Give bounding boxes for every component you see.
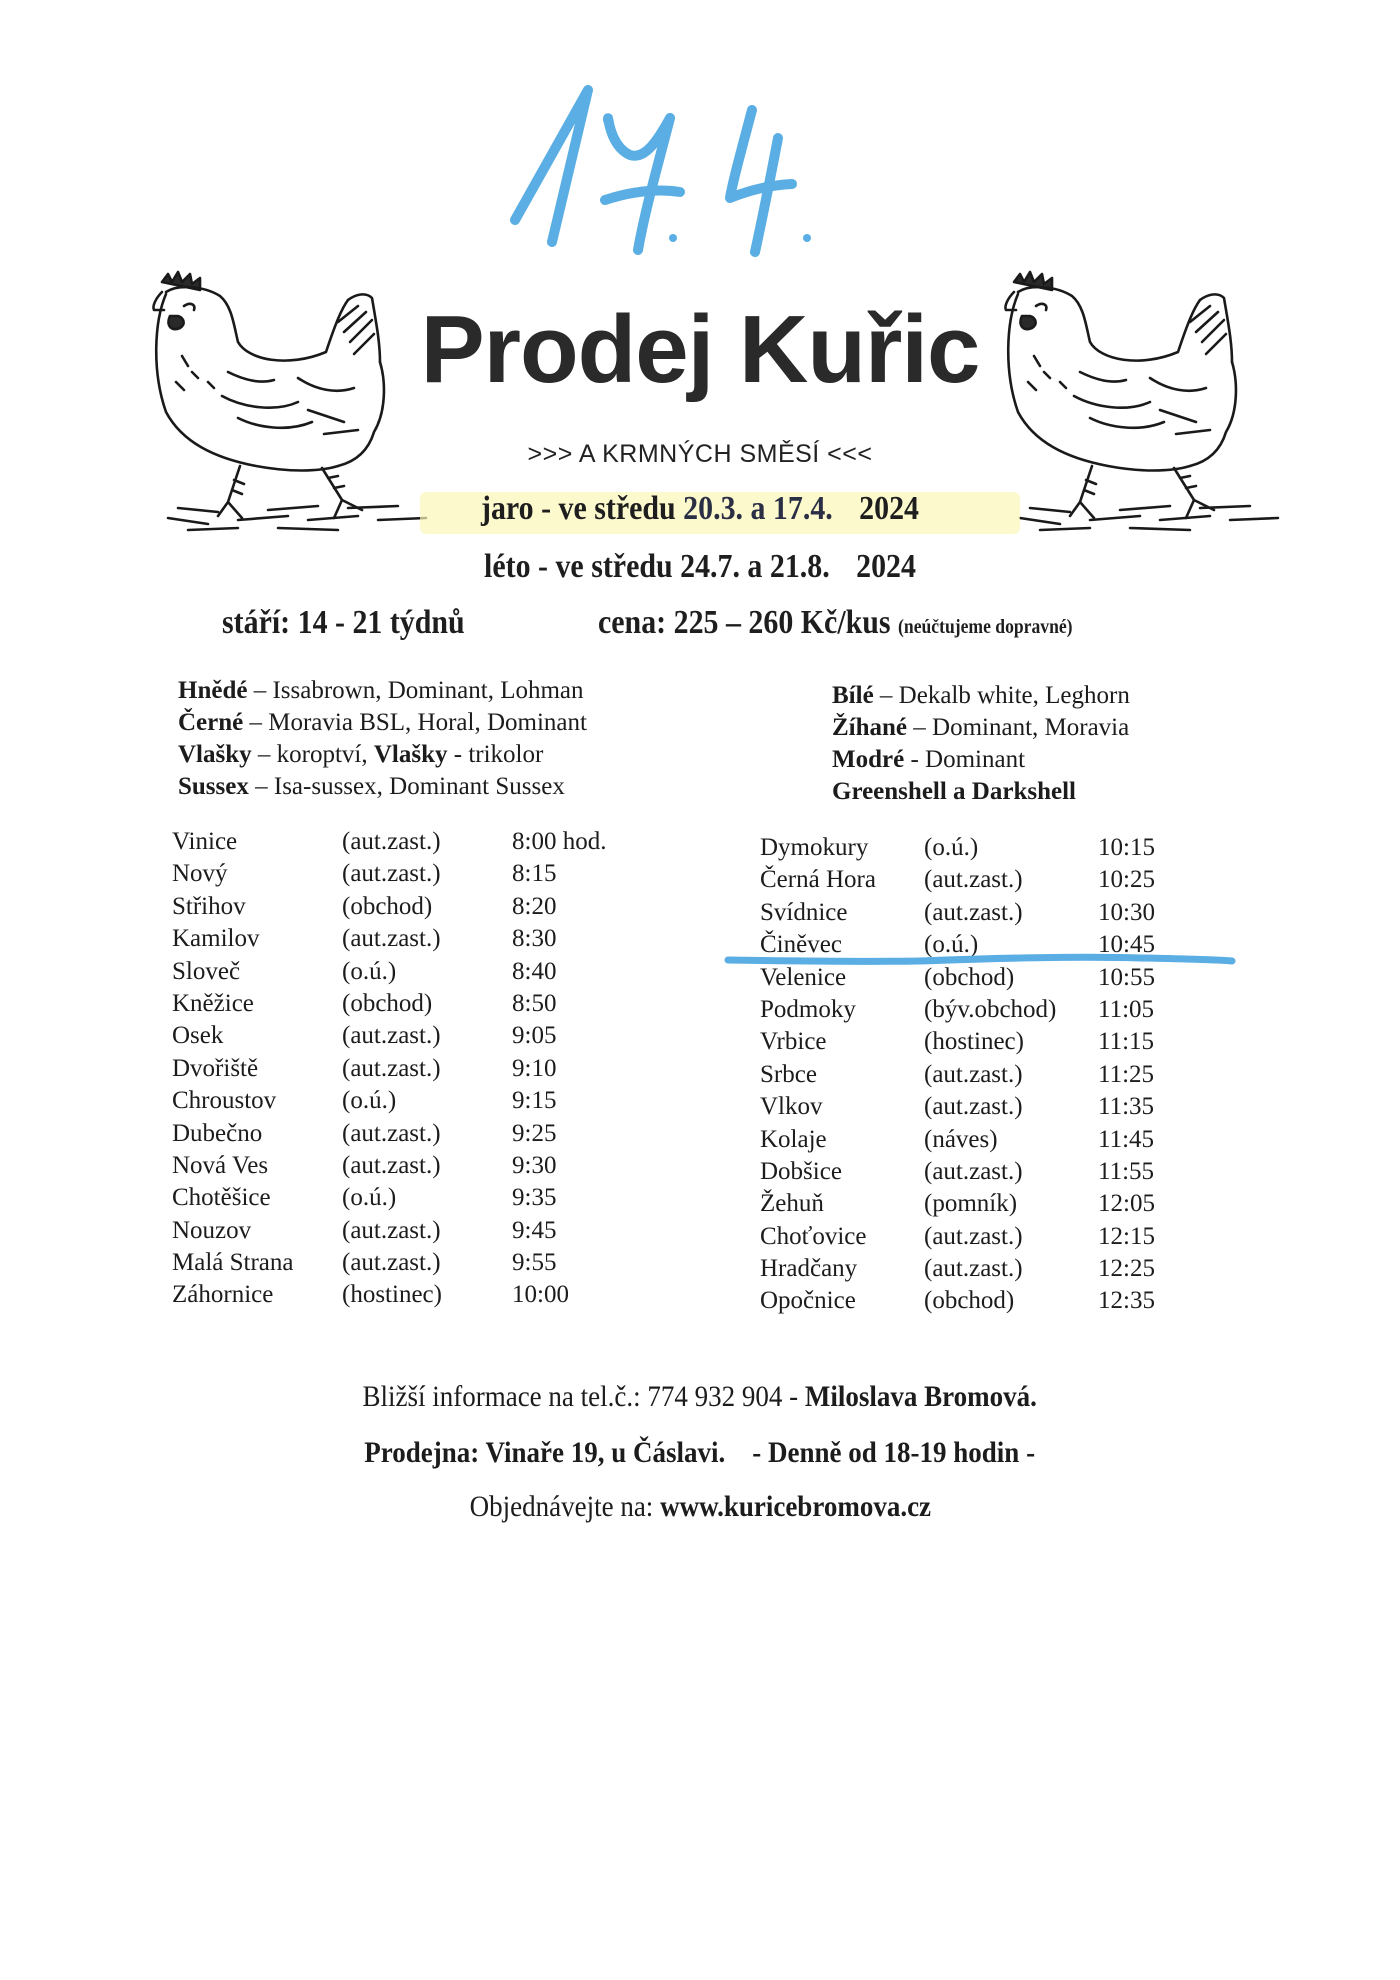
order-website-link[interactable]: www.kuricebromova.cz (659, 1490, 931, 1523)
order-info (0, 1490, 1400, 1524)
subtitle: >>> A KRMNÝCH SMĚSÍ <<< (527, 440, 873, 468)
season-spring-year: 2024 (859, 490, 920, 527)
season-spring-line (84, 490, 1316, 528)
shop-hours: - Denně od 18-19 hodin - (752, 1436, 1036, 1469)
season-summer-dates: 24.7. a 21.8. (680, 548, 830, 585)
page-title: Prodej Kuřic (420, 296, 980, 403)
contact-phone-text: Bližší informace na tel.č.: 774 932 904 - (362, 1380, 806, 1413)
breed-item: Vlašky – koroptví, Vlašky - trikolor (178, 741, 544, 768)
breeds-list-left (178, 675, 587, 803)
breed-item: Modré - Dominant (832, 746, 1026, 773)
order-label: Objednávejte na: (469, 1490, 660, 1523)
breed-item: Hnědé – Issabrown, Dominant, Lohman (178, 677, 584, 704)
breed-item: Žíhané – Dominant, Moravia (832, 714, 1130, 741)
price-note: (neúčtujeme dopravné) (898, 616, 1073, 638)
breeds-list-right (832, 680, 1130, 808)
contact-info (0, 1380, 1400, 1414)
breed-item: Černé – Moravia BSL, Horal, Dominant (178, 709, 587, 736)
breed-item: Bílé – Dekalb white, Leghorn (832, 682, 1130, 709)
price-value: cena: 225 – 260 Kč/kus (598, 604, 891, 641)
contact-name: Miloslava Bromová. (805, 1380, 1038, 1413)
age-range: stáří: 14 - 21 týdnů (222, 604, 465, 641)
season-summer-line (84, 548, 1316, 586)
breed-item: Greenshell a Darkshell (832, 778, 1076, 805)
handwritten-date-note (440, 70, 860, 270)
shop-info (0, 1436, 1400, 1470)
marker-strike-line (720, 950, 1240, 970)
price-range (598, 604, 1073, 642)
breed-item: Sussex – Isa-sussex, Dominant Sussex (178, 773, 565, 800)
season-summer-year: 2024 (856, 548, 916, 585)
season-summer-prefix: léto - ve středu (484, 548, 681, 585)
season-spring-prefix: jaro - ve středu (480, 490, 684, 527)
shop-address: Prodejna: Vinaře 19, u Čáslavi. (364, 1436, 726, 1469)
season-spring-dates: 20.3. a 17.4. (683, 490, 833, 527)
